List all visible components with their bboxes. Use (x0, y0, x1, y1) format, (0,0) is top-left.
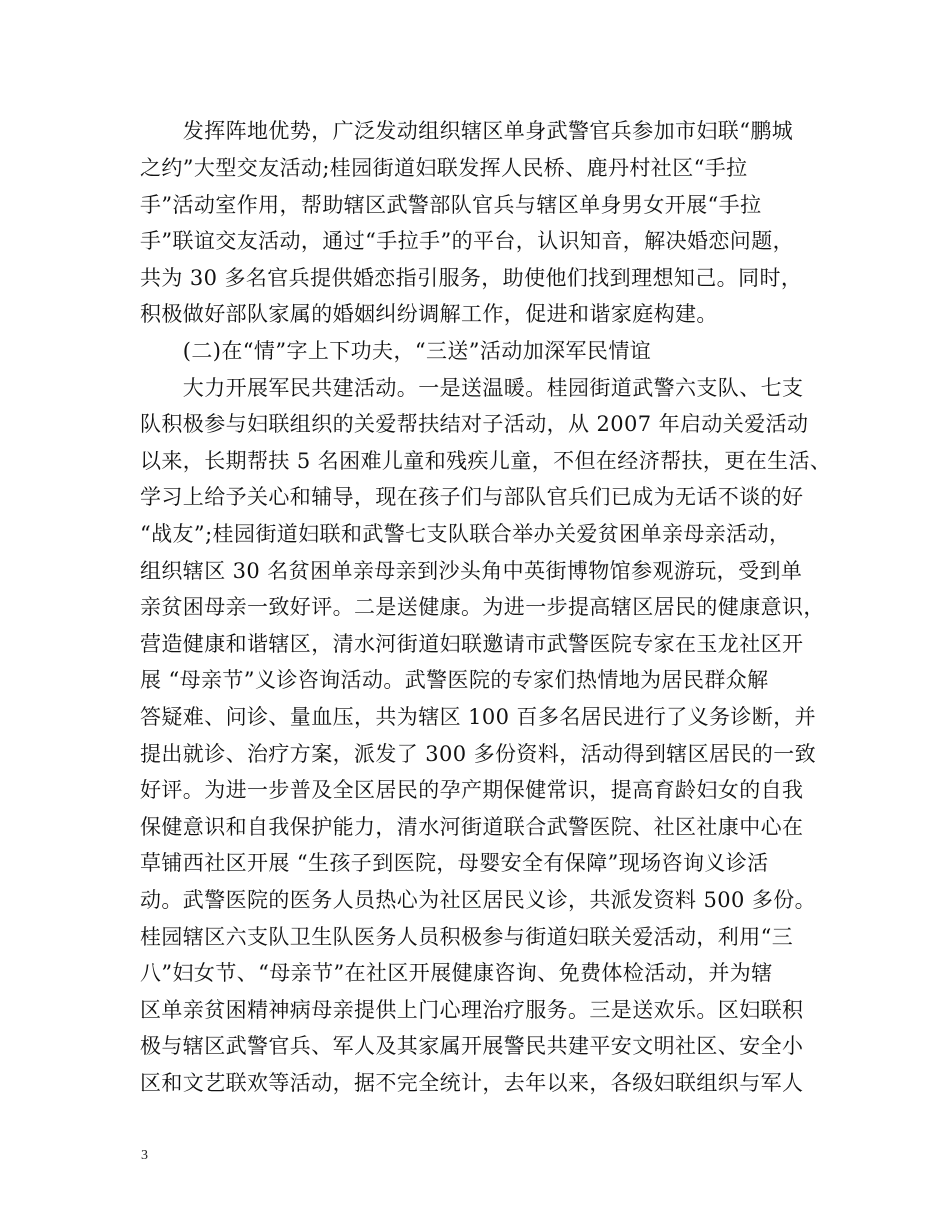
text-line: 答疑难、问诊、量血压，共为辖区 100 百多名居民进行了义务诊断，并 (140, 705, 817, 729)
text-line: 之约”大型交友活动;桂园街道妇联发挥人民桥、鹿丹村社区“手拉 (140, 156, 748, 180)
text-line: 草铺西社区开展 “生孩子到医院，母婴安全有保障”现场咨询义诊活 (140, 851, 769, 875)
text-line: 提出就诊、治疗方案，派发了 300 多份资料，活动得到辖区居民的一致 (140, 742, 817, 766)
page-number: 3 (141, 1148, 148, 1163)
text-line: 共为 30 多名官兵提供婚恋指引服务，助使他们找到理想知己。同时， (140, 266, 803, 290)
text-line: 好评。为进一步普及全区居民的孕产期保健常识，提高育龄妇女的自我 (140, 778, 804, 802)
text-line: 展 “母亲节”义诊咨询活动。武警医院的专家们热情地为居民群众解 (140, 668, 769, 692)
text-line: 八”妇女节、“母亲节”在社区开展健康咨询、免费体检活动，并为辖 (140, 961, 773, 985)
text-line: 极与辖区武警官兵、军人及其家属开展警民共建平安文明社区、安全小 (140, 1034, 804, 1058)
text-line: “战友”;桂园街道妇联和武警七支队联合举办关爱贫困单亲母亲活动， (140, 522, 791, 546)
section-heading: (二)在“情”字上下功夫，“三送”活动加深军民情谊 (140, 339, 652, 363)
text-line: 动。武警医院的医务人员热心为社区居民义诊，共派发资料 500 多份。 (140, 888, 817, 912)
text-line: 营造健康和谐辖区，清水河街道妇联邀请市武警医院专家在玉龙社区开 (140, 632, 804, 656)
text-line: 大力开展军民共建活动。一是送温暖。桂园街道武警六支队、七支 (140, 376, 804, 400)
text-line: 保健意识和自我保护能力，清水河街道联合武警医院、社区社康中心在 (140, 815, 804, 839)
text-line: 学习上给予关心和辅导，现在孩子们与部队官兵们已成为无话不谈的好 (140, 485, 804, 509)
text-line: 手”活动室作用，帮助辖区武警部队官兵与辖区单身男女开展“手拉 (140, 193, 762, 217)
text-line: 积极做好部队家属的婚姻纠纷调解工作，促进和谐家庭构建。 (140, 302, 718, 326)
text-line: 手”联谊交友活动，通过“手拉手”的平台，认识知音，解决婚恋问题， (140, 229, 795, 253)
text-line: 组织辖区 30 名贫困单亲母亲到沙头角中英街博物馆参观游玩，受到单 (140, 559, 803, 583)
text-line: 区和文艺联欢等活动，据不完全统计，去年以来，各级妇联组织与军人 (140, 1071, 804, 1095)
text-line: 以来，长期帮扶 5 名困难儿童和残疾儿童，不但在经济帮扶，更在生活、 (140, 449, 832, 473)
text-line: 亲贫困母亲一致好评。二是送健康。为进一步提高辖区居民的健康意识， (140, 595, 825, 619)
text-line: 发挥阵地优势，广泛发动组织辖区单身武警官兵参加市妇联“鹏城 (140, 119, 794, 143)
text-line: 桂园辖区六支队卫生队医务人员积极参与街道妇联关爱活动，利用“三 (140, 925, 794, 949)
text-line: 区单亲贫困精神病母亲提供上门心理治疗服务。三是送欢乐。区妇联积 (140, 998, 804, 1022)
text-line: 队积极参与妇联组织的关爱帮扶结对子活动，从 2007 年启动关爱活动 (140, 412, 809, 436)
